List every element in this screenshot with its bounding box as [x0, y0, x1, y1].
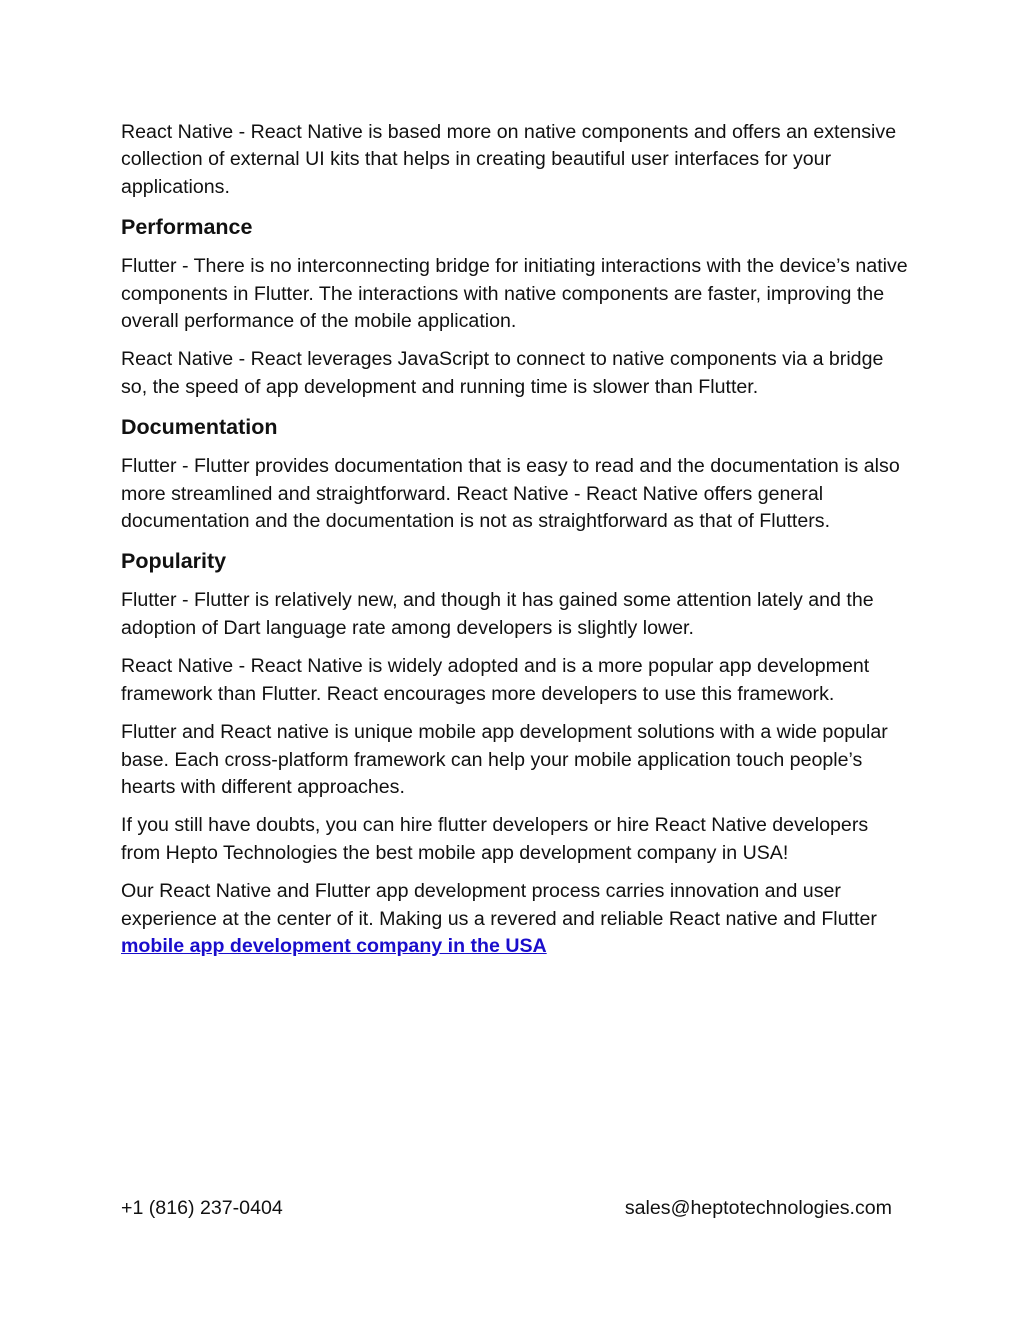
paragraph-react-performance: React Native - React leverages JavaScript to connect to native components via a bridge so, the speed of app development and running time is slower than Flutter.	[121, 348, 884, 398]
paragraph-flutter-popularity: Flutter - Flutter is relatively new, and though it has gained some attention lately and the adoption of Dart language rate among developers is slightly lower.	[121, 589, 874, 639]
paragraph-documentation: Flutter - Flutter provides documentation that is easy to read and the documentation is also more streamlined and straightforward. React Native - React Native offers general documentation and the documentation is not as straightforward as that of Flutters.	[121, 455, 900, 533]
paragraph-flutter-performance: Flutter - There is no interconnecting bridge for initiating interactions with the device’s native components in Flutter. The interactions with native components are faster, improving the overall performance of the mobile application.	[121, 255, 908, 333]
paragraph-react-popularity: React Native - React Native is widely adopted and is a more popular app development framework than Flutter. React encourages more developers to use this framework.	[121, 655, 870, 705]
footer-email: sales@heptotechnologies.com	[624, 1197, 892, 1219]
document-body	[121, 119, 911, 971]
paragraph-doubts: If you still have doubts, you can hire flutter developers or hire React Native developers from Hepto Technologies the best mobile app development company in USA!	[121, 814, 869, 864]
paragraph-closing	[121, 878, 911, 960]
heading-popularity: Popularity	[121, 549, 227, 574]
page-footer	[121, 1195, 892, 1222]
footer-phone: +1 (816) 237-0404	[121, 1197, 283, 1219]
heading-documentation: Documentation	[121, 415, 278, 440]
paragraph-unique-solutions: Flutter and React native is unique mobile app development solutions with a wide popular base. Each cross-platform framework can help your mobile application touch people’s hearts with different approaches.	[121, 721, 888, 798]
heading-performance: Performance	[121, 215, 253, 240]
paragraph-react-ui: React Native - React Native is based more on native components and offers an extensive collection of external UI kits that helps in creating beautiful user interfaces for your applications.	[121, 121, 897, 198]
closing-text: Our React Native and Flutter app development process carries innovation and user experience at the center of it. Making us a revered and reliable React native and Flutter	[121, 880, 877, 930]
mobile-app-development-link[interactable]: mobile app development company in the USA	[121, 934, 547, 957]
